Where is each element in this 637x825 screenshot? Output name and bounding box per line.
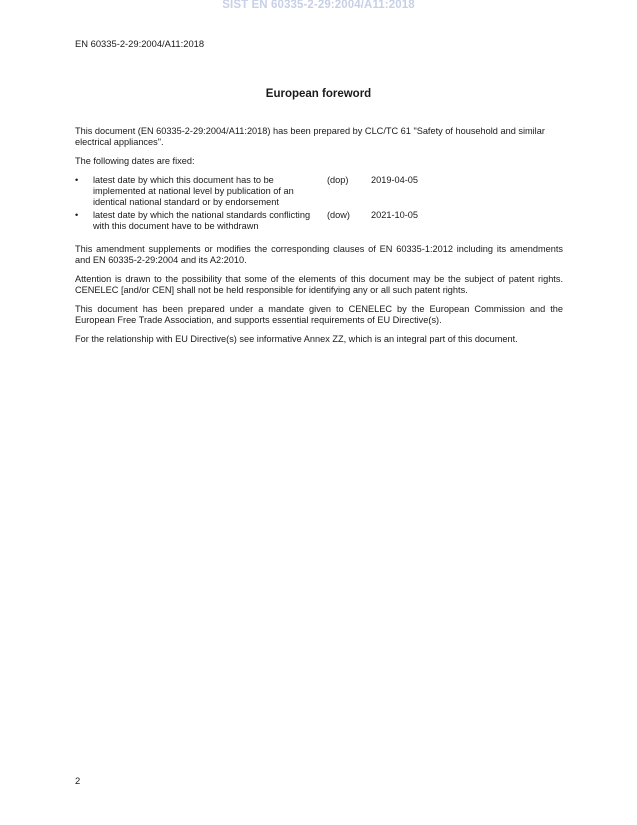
date-description: latest date by which the national standards conflicting with this document have to be withdrawn <box>93 210 311 231</box>
intro-paragraph: This document (EN 60335-2-29:2004/A11:2018) has been prepared by CLC/TC 61 "Safety of household and similar electrical appliances". <box>75 126 545 147</box>
dates-list <box>75 175 563 232</box>
bullet-icon: • <box>75 210 79 220</box>
dates-intro-paragraph: The following dates are fixed: <box>75 156 195 166</box>
date-value: 2019-04-05 <box>371 175 418 185</box>
watermark-text: SIST EN 60335-2-29:2004/A11:2018 <box>222 0 415 11</box>
date-value: 2021-10-05 <box>371 210 418 220</box>
supplement-paragraph: This amendment supplements or modifies the corresponding clauses of EN 60335-1:2012 including its amendments and EN 60335-2-29:2004 and its A2:2010. <box>75 244 563 265</box>
date-code: (dow) <box>327 210 350 220</box>
relationship-paragraph: For the relationship with EU Directive(s) see informative Annex ZZ, which is an integral part of this document. <box>75 334 518 344</box>
mandate-paragraph: This document has been prepared under a mandate given to CENELEC by the European Commission and the European Free Trade Association, and supports essential requirements of EU Directive(s). <box>75 304 563 325</box>
date-code: (dop) <box>327 175 349 185</box>
page-title: European foreword <box>265 88 372 100</box>
date-item-dop <box>75 175 563 208</box>
bullet-icon: • <box>75 175 79 185</box>
foreword-body <box>75 126 563 353</box>
document-reference: EN 60335-2-29:2004/A11:2018 <box>75 38 205 49</box>
page-number: 2 <box>75 775 81 786</box>
patent-paragraph: Attention is drawn to the possibility that some of the elements of this document may be the subject of patent rights. CENELEC [and/or CEN] shall not be held responsible for identifying any or all such patent rights. <box>75 274 563 295</box>
date-item-dow <box>75 210 563 232</box>
date-description: latest date by which this document has to be implemented at national level by publication of an identical national standard or by endorsement <box>93 175 294 207</box>
